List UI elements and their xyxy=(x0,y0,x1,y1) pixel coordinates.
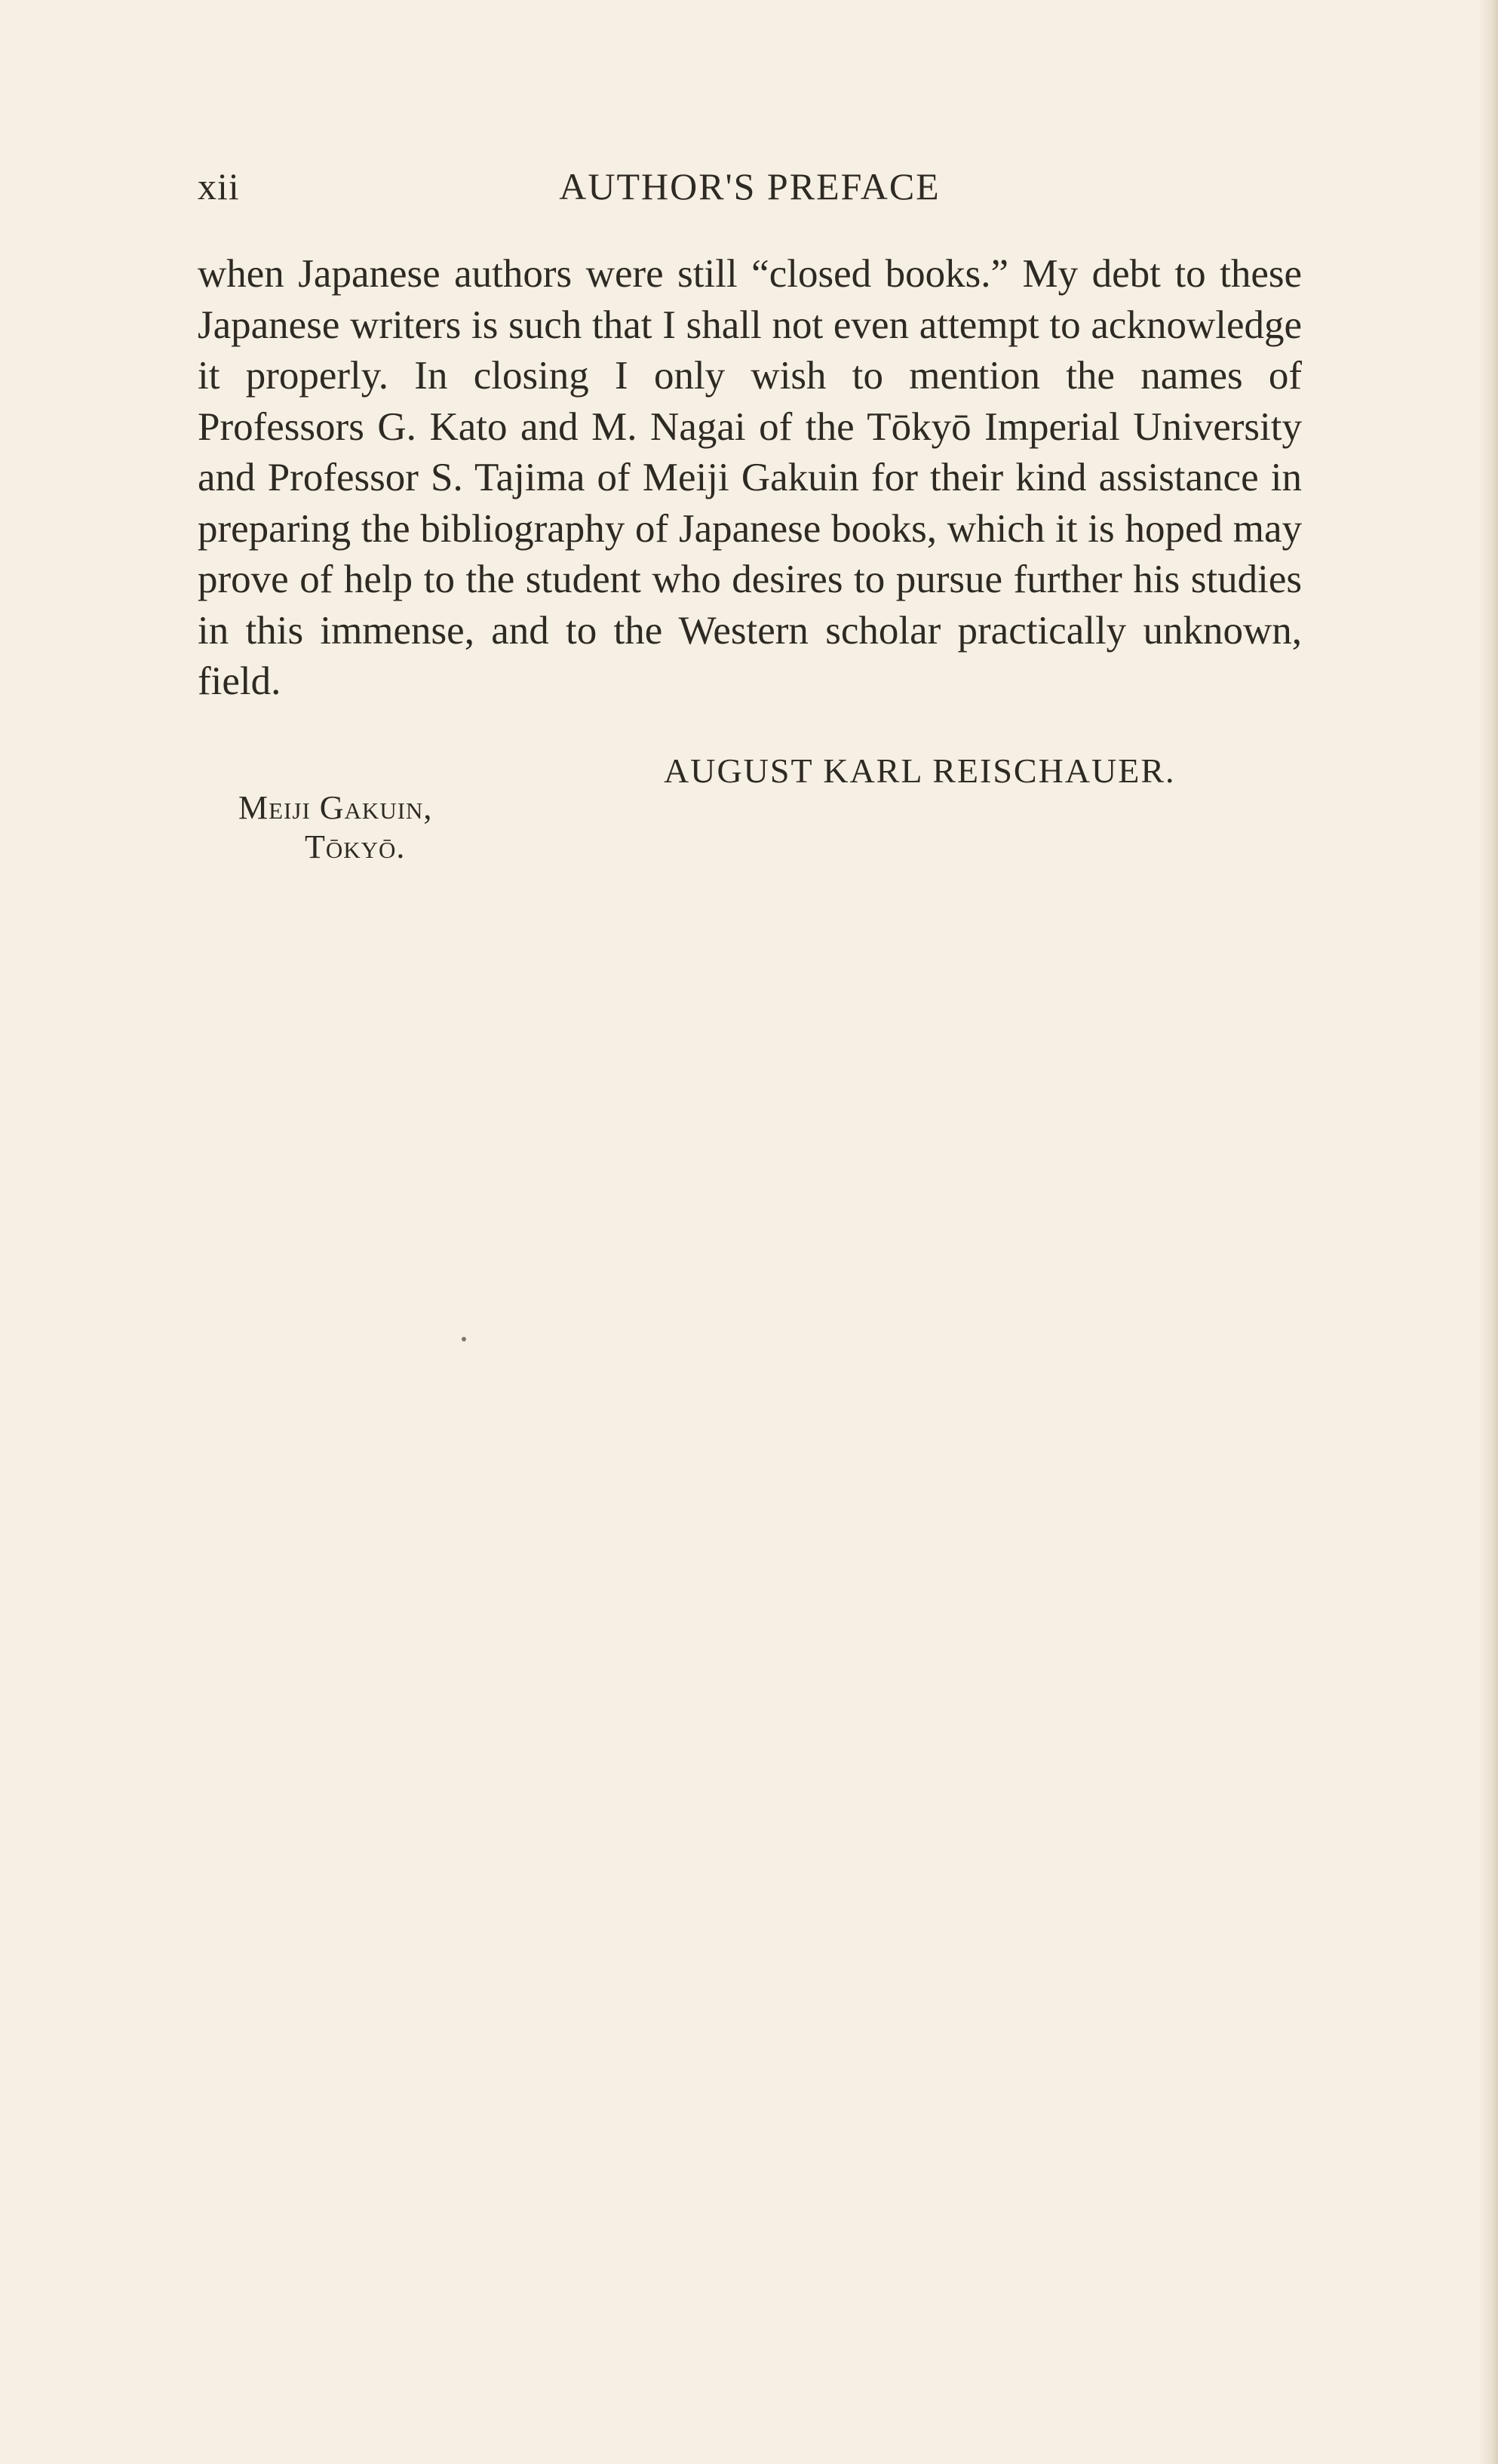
place-line-city: Tōkyō. xyxy=(305,828,406,865)
paper-speck xyxy=(462,1337,466,1341)
page-edge-shadow xyxy=(1478,0,1498,2464)
place-line-institution: Meiji Gakuin, xyxy=(238,789,433,826)
page-number: xii xyxy=(198,165,240,207)
author-signature: AUGUST KARL REISCHAUER. xyxy=(664,751,1176,790)
page-header xyxy=(198,164,1302,217)
preface-paragraph: when Japanese authors were still “closed books.” My debt to these Japanese writers is such that I shall not even attempt to acknowledge it properly. In closing I only wish to mention the names of Professors G. Kato and M. Nagai of the Tōkyō Imperial University and Professor S. Tajima of Meiji Gakuin for their kind assistance in preparing the bibliography of Japanese books, which it is hoped may prove of help to the student who desires to pursue further his studies in this immense, and to the Western scholar practically unknown, field. xyxy=(198,252,1302,703)
running-head: AUTHOR'S PREFACE xyxy=(559,165,941,207)
